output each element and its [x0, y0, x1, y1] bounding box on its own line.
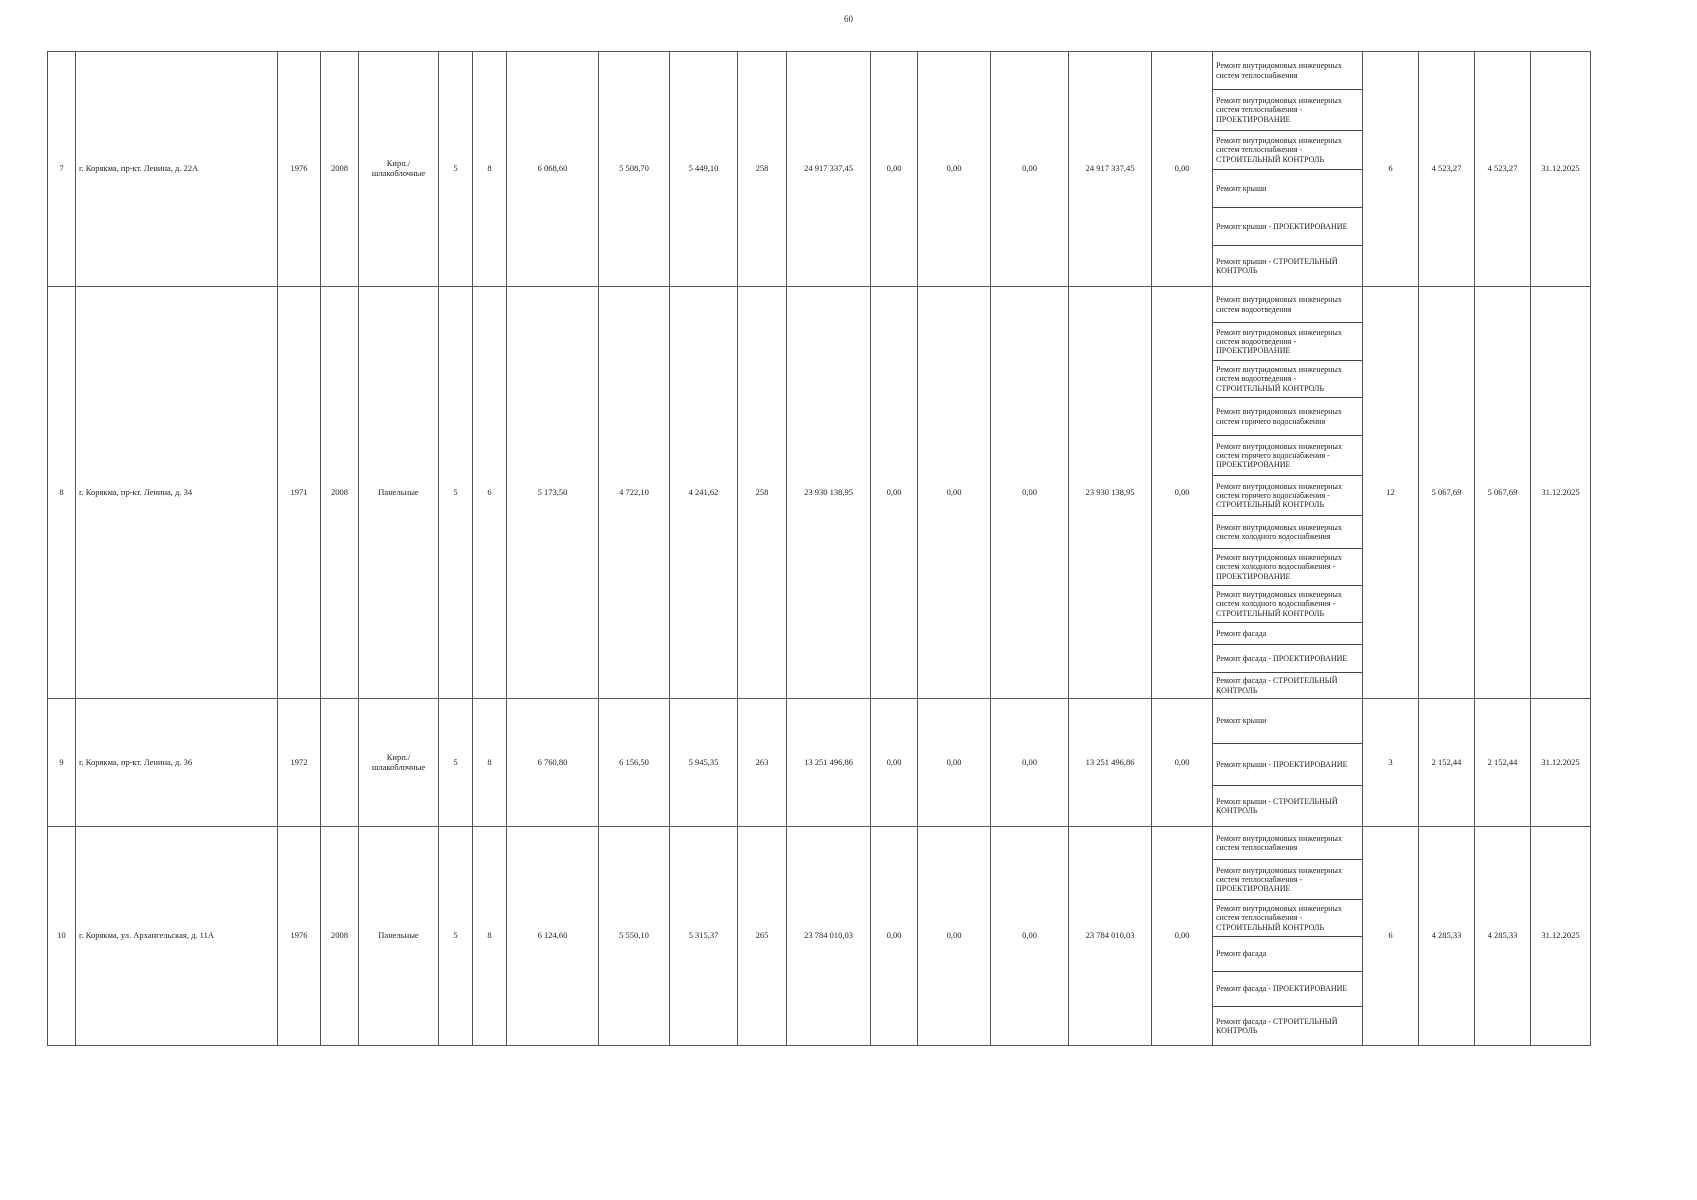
cell-fund-regional: 0,00 — [918, 287, 991, 699]
cell-year-repair: 2008 — [321, 287, 359, 699]
cell-area-living: 5 508,70 — [599, 52, 670, 287]
works-cell — [1213, 827, 1363, 1046]
work-item-label: Ремонт крыши - ПРОЕКТИРОВАНИЕ — [1216, 221, 1348, 231]
cell-entrances: 8 — [473, 827, 507, 1046]
cell-unit-limit: 4 523,27 — [1475, 52, 1531, 287]
work-item — [1213, 516, 1362, 549]
works-cell — [1213, 287, 1363, 699]
cell-address: г. Корякма, пр-кт. Ленина, д. 22А — [76, 52, 278, 287]
cell-area-total: 6 068,60 — [507, 52, 599, 287]
scan-mark: · — [1683, 1185, 1685, 1191]
work-item-label: Ремонт фасада - СТРОИТЕЛЬНЫЙ КОНТРОЛЬ — [1216, 676, 1338, 695]
table-row — [48, 287, 1591, 699]
cell-residents: 258 — [738, 52, 787, 287]
work-item — [1213, 673, 1362, 698]
work-item — [1213, 287, 1362, 323]
cell-deadline: 31.12.2025 — [1531, 827, 1591, 1046]
work-item-label: Ремонт фасада - СТРОИТЕЛЬНЫЙ КОНТРОЛЬ — [1216, 1016, 1338, 1035]
cell-area-living: 6 156,50 — [599, 699, 670, 827]
work-item-label: Ремонт внутридомовых инженерных систем холодного водоснабжения — [1216, 522, 1342, 541]
cell-n: 7 — [48, 52, 76, 287]
table-row — [48, 827, 1591, 1046]
work-item-label: Ремонт внутридомовых инженерных систем горячего водоснабжения - ПРОЕКТИРОВАНИЕ — [1216, 441, 1342, 470]
cell-n: 8 — [48, 287, 76, 699]
cell-area-total: 6 124,60 — [507, 827, 599, 1046]
cell-entrances: 8 — [473, 52, 507, 287]
work-item — [1213, 645, 1362, 673]
work-item — [1213, 549, 1362, 586]
cell-n: 9 — [48, 699, 76, 827]
cell-residents: 265 — [738, 827, 787, 1046]
cell-area-total: 6 760,80 — [507, 699, 599, 827]
work-item-label: Ремонт крыши - СТРОИТЕЛЬНЫЙ КОНТРОЛЬ — [1216, 256, 1338, 275]
cell-year-repair — [321, 699, 359, 827]
cell-fund-other: 0,00 — [1152, 52, 1213, 287]
work-item-label: Ремонт внутридомовых инженерных систем горячего водоснабжения - СТРОИТЕЛЬНЫЙ КОНТРОЛЬ — [1216, 481, 1342, 510]
cell-year-repair: 2008 — [321, 827, 359, 1046]
cell-fund-other: 0,00 — [1152, 287, 1213, 699]
cell-floors: 5 — [439, 699, 473, 827]
cell-cost-total: 24 917 337,45 — [787, 52, 871, 287]
cell-residents: 258 — [738, 287, 787, 699]
work-item-label: Ремонт крыши — [1216, 716, 1267, 726]
cell-area-living: 5 550,10 — [599, 827, 670, 1046]
work-item-label: Ремонт фасада - ПРОЕКТИРОВАНИЕ — [1216, 653, 1348, 663]
work-item — [1213, 860, 1362, 900]
cell-address: г. Корякма, пр-кт. Ленина, д. 34 — [76, 287, 278, 699]
cell-deadline: 31.12.2025 — [1531, 52, 1591, 287]
work-item — [1213, 398, 1362, 436]
work-item — [1213, 900, 1362, 937]
work-item-label: Ремонт внутридомовых инженерных систем холодного водоснабжения - ПРОЕКТИРОВАНИЕ — [1216, 553, 1342, 581]
cell-unit-cost: 4 523,27 — [1419, 52, 1475, 287]
cell-cost-total: 23 784 010,03 — [787, 827, 871, 1046]
work-item-label: Ремонт внутридомовых инженерных систем водоотведения - СТРОИТЕЛЬНЫЙ КОНТРОЛЬ — [1216, 365, 1342, 393]
cell-material: Панельные — [359, 287, 439, 699]
cell-fund-regional: 0,00 — [918, 699, 991, 827]
work-item — [1213, 90, 1362, 131]
cell-fund-regional: 0,00 — [918, 52, 991, 287]
work-item — [1213, 744, 1362, 786]
cell-area-owned: 4 241,62 — [670, 287, 738, 699]
cell-year-built: 1972 — [278, 699, 321, 827]
work-item — [1213, 623, 1362, 645]
cell-work-count: 12 — [1363, 287, 1419, 699]
cell-fund-local: 0,00 — [991, 699, 1069, 827]
cell-deadline: 31.12.2025 — [1531, 287, 1591, 699]
cell-year-repair: 2008 — [321, 52, 359, 287]
works-cell — [1213, 52, 1363, 287]
work-item-label: Ремонт крыши - ПРОЕКТИРОВАНИЕ — [1216, 759, 1348, 769]
work-item-label: Ремонт внутридомовых инженерных систем теплоснабжения - СТРОИТЕЛЬНЫЙ КОНТРОЛЬ — [1216, 904, 1342, 932]
work-item-label: Ремонт внутридомовых инженерных систем холодного водоснабжения - СТРОИТЕЛЬНЫЙ КОНТРОЛЬ — [1216, 590, 1342, 618]
repair-register-table — [47, 51, 1591, 1046]
work-item — [1213, 52, 1362, 90]
cell-address: г. Корякма, ул. Архангельская, д. 11А — [76, 827, 278, 1046]
cell-fund-other: 0,00 — [1152, 699, 1213, 827]
cell-entrances: 8 — [473, 699, 507, 827]
work-item — [1213, 170, 1362, 208]
cell-area-living: 4 722,10 — [599, 287, 670, 699]
work-item-label: Ремонт внутридомовых инженерных систем теплоснабжения - ПРОЕКТИРОВАНИЕ — [1216, 865, 1342, 894]
work-item — [1213, 1007, 1362, 1045]
cell-fund-local: 0,00 — [991, 287, 1069, 699]
work-item — [1213, 972, 1362, 1007]
work-item-label: Ремонт крыши - СТРОИТЕЛЬНЫЙ КОНТРОЛЬ — [1216, 796, 1338, 815]
work-item-label: Ремонт внутридомовых инженерных систем водоотведения — [1216, 295, 1342, 314]
cell-year-built: 1971 — [278, 287, 321, 699]
work-item-label: Ремонт внутридомовых инженерных систем теплоснабжения - СТРОИТЕЛЬНЫЙ КОНТРОЛЬ — [1216, 136, 1342, 164]
cell-fund-federal: 0,00 — [871, 52, 918, 287]
cell-area-owned: 5 449,10 — [670, 52, 738, 287]
work-item — [1213, 436, 1362, 476]
cell-fund-other: 0,00 — [1152, 827, 1213, 1046]
cell-area-owned: 5 945,35 — [670, 699, 738, 827]
cell-area-owned: 5 315,37 — [670, 827, 738, 1046]
work-item — [1213, 361, 1362, 398]
cell-unit-limit: 2 152,44 — [1475, 699, 1531, 827]
cell-year-built: 1976 — [278, 827, 321, 1046]
work-item-label: Ремонт крыши — [1216, 183, 1267, 193]
work-item — [1213, 323, 1362, 361]
work-item-label: Ремонт внутридомовых инженерных систем теплоснабжения — [1216, 61, 1342, 80]
work-item-label: Ремонт фасада — [1216, 628, 1267, 638]
cell-fund-owners: 24 917 337,45 — [1069, 52, 1152, 287]
work-item — [1213, 937, 1362, 972]
table-row — [48, 52, 1591, 287]
cell-work-count: 6 — [1363, 827, 1419, 1046]
work-item-label: Ремонт фасада - ПРОЕКТИРОВАНИЕ — [1216, 984, 1348, 994]
cell-unit-cost: 2 152,44 — [1419, 699, 1475, 827]
work-item — [1213, 476, 1362, 516]
cell-entrances: 6 — [473, 287, 507, 699]
cell-deadline: 31.12.2025 — [1531, 699, 1591, 827]
cell-floors: 5 — [439, 52, 473, 287]
work-item-label: Ремонт внутридомовых инженерных систем водоотведения - ПРОЕКТИРОВАНИЕ — [1216, 327, 1342, 356]
table-row — [48, 699, 1591, 827]
cell-fund-federal: 0,00 — [871, 699, 918, 827]
cell-area-total: 5 173,50 — [507, 287, 599, 699]
cell-material: Кирп./ шлакоблочные — [359, 699, 439, 827]
cell-unit-cost: 4 285,33 — [1419, 827, 1475, 1046]
work-item-label: Ремонт фасада — [1216, 949, 1267, 959]
cell-fund-federal: 0,00 — [871, 827, 918, 1046]
work-item — [1213, 131, 1362, 170]
cell-fund-owners: 23 784 010,03 — [1069, 827, 1152, 1046]
cell-unit-limit: 5 067,69 — [1475, 287, 1531, 699]
cell-cost-total: 23 930 138,95 — [787, 287, 871, 699]
cell-year-built: 1976 — [278, 52, 321, 287]
cell-floors: 5 — [439, 287, 473, 699]
cell-fund-regional: 0,00 — [918, 827, 991, 1046]
cell-fund-local: 0,00 — [991, 827, 1069, 1046]
cell-work-count: 3 — [1363, 699, 1419, 827]
cell-fund-owners: 13 251 496,86 — [1069, 699, 1152, 827]
work-item — [1213, 586, 1362, 623]
work-item — [1213, 786, 1362, 826]
work-item-label: Ремонт внутридомовых инженерных систем теплоснабжения — [1216, 833, 1342, 852]
cell-cost-total: 13 251 496,86 — [787, 699, 871, 827]
cell-unit-cost: 5 067,69 — [1419, 287, 1475, 699]
works-cell — [1213, 699, 1363, 827]
cell-residents: 263 — [738, 699, 787, 827]
work-item-label: Ремонт внутридомовых инженерных систем теплоснабжения - ПРОЕКТИРОВАНИЕ — [1216, 96, 1342, 124]
work-item — [1213, 827, 1362, 860]
work-item — [1213, 699, 1362, 744]
cell-material: Панельные — [359, 827, 439, 1046]
cell-fund-local: 0,00 — [991, 52, 1069, 287]
cell-work-count: 6 — [1363, 52, 1419, 287]
cell-unit-limit: 4 285,33 — [1475, 827, 1531, 1046]
cell-fund-federal: 0,00 — [871, 287, 918, 699]
page-number: 60 — [844, 14, 853, 24]
work-item-label: Ремонт внутридомовых инженерных систем горячего водоснабжения — [1216, 407, 1342, 426]
cell-address: г. Корякма, пр-кт. Ленина, д. 36 — [76, 699, 278, 827]
cell-fund-owners: 23 930 138,95 — [1069, 287, 1152, 699]
cell-floors: 5 — [439, 827, 473, 1046]
work-item — [1213, 246, 1362, 286]
work-item — [1213, 208, 1362, 246]
cell-material: Кирп./ шлакоблочные — [359, 52, 439, 287]
cell-n: 10 — [48, 827, 76, 1046]
